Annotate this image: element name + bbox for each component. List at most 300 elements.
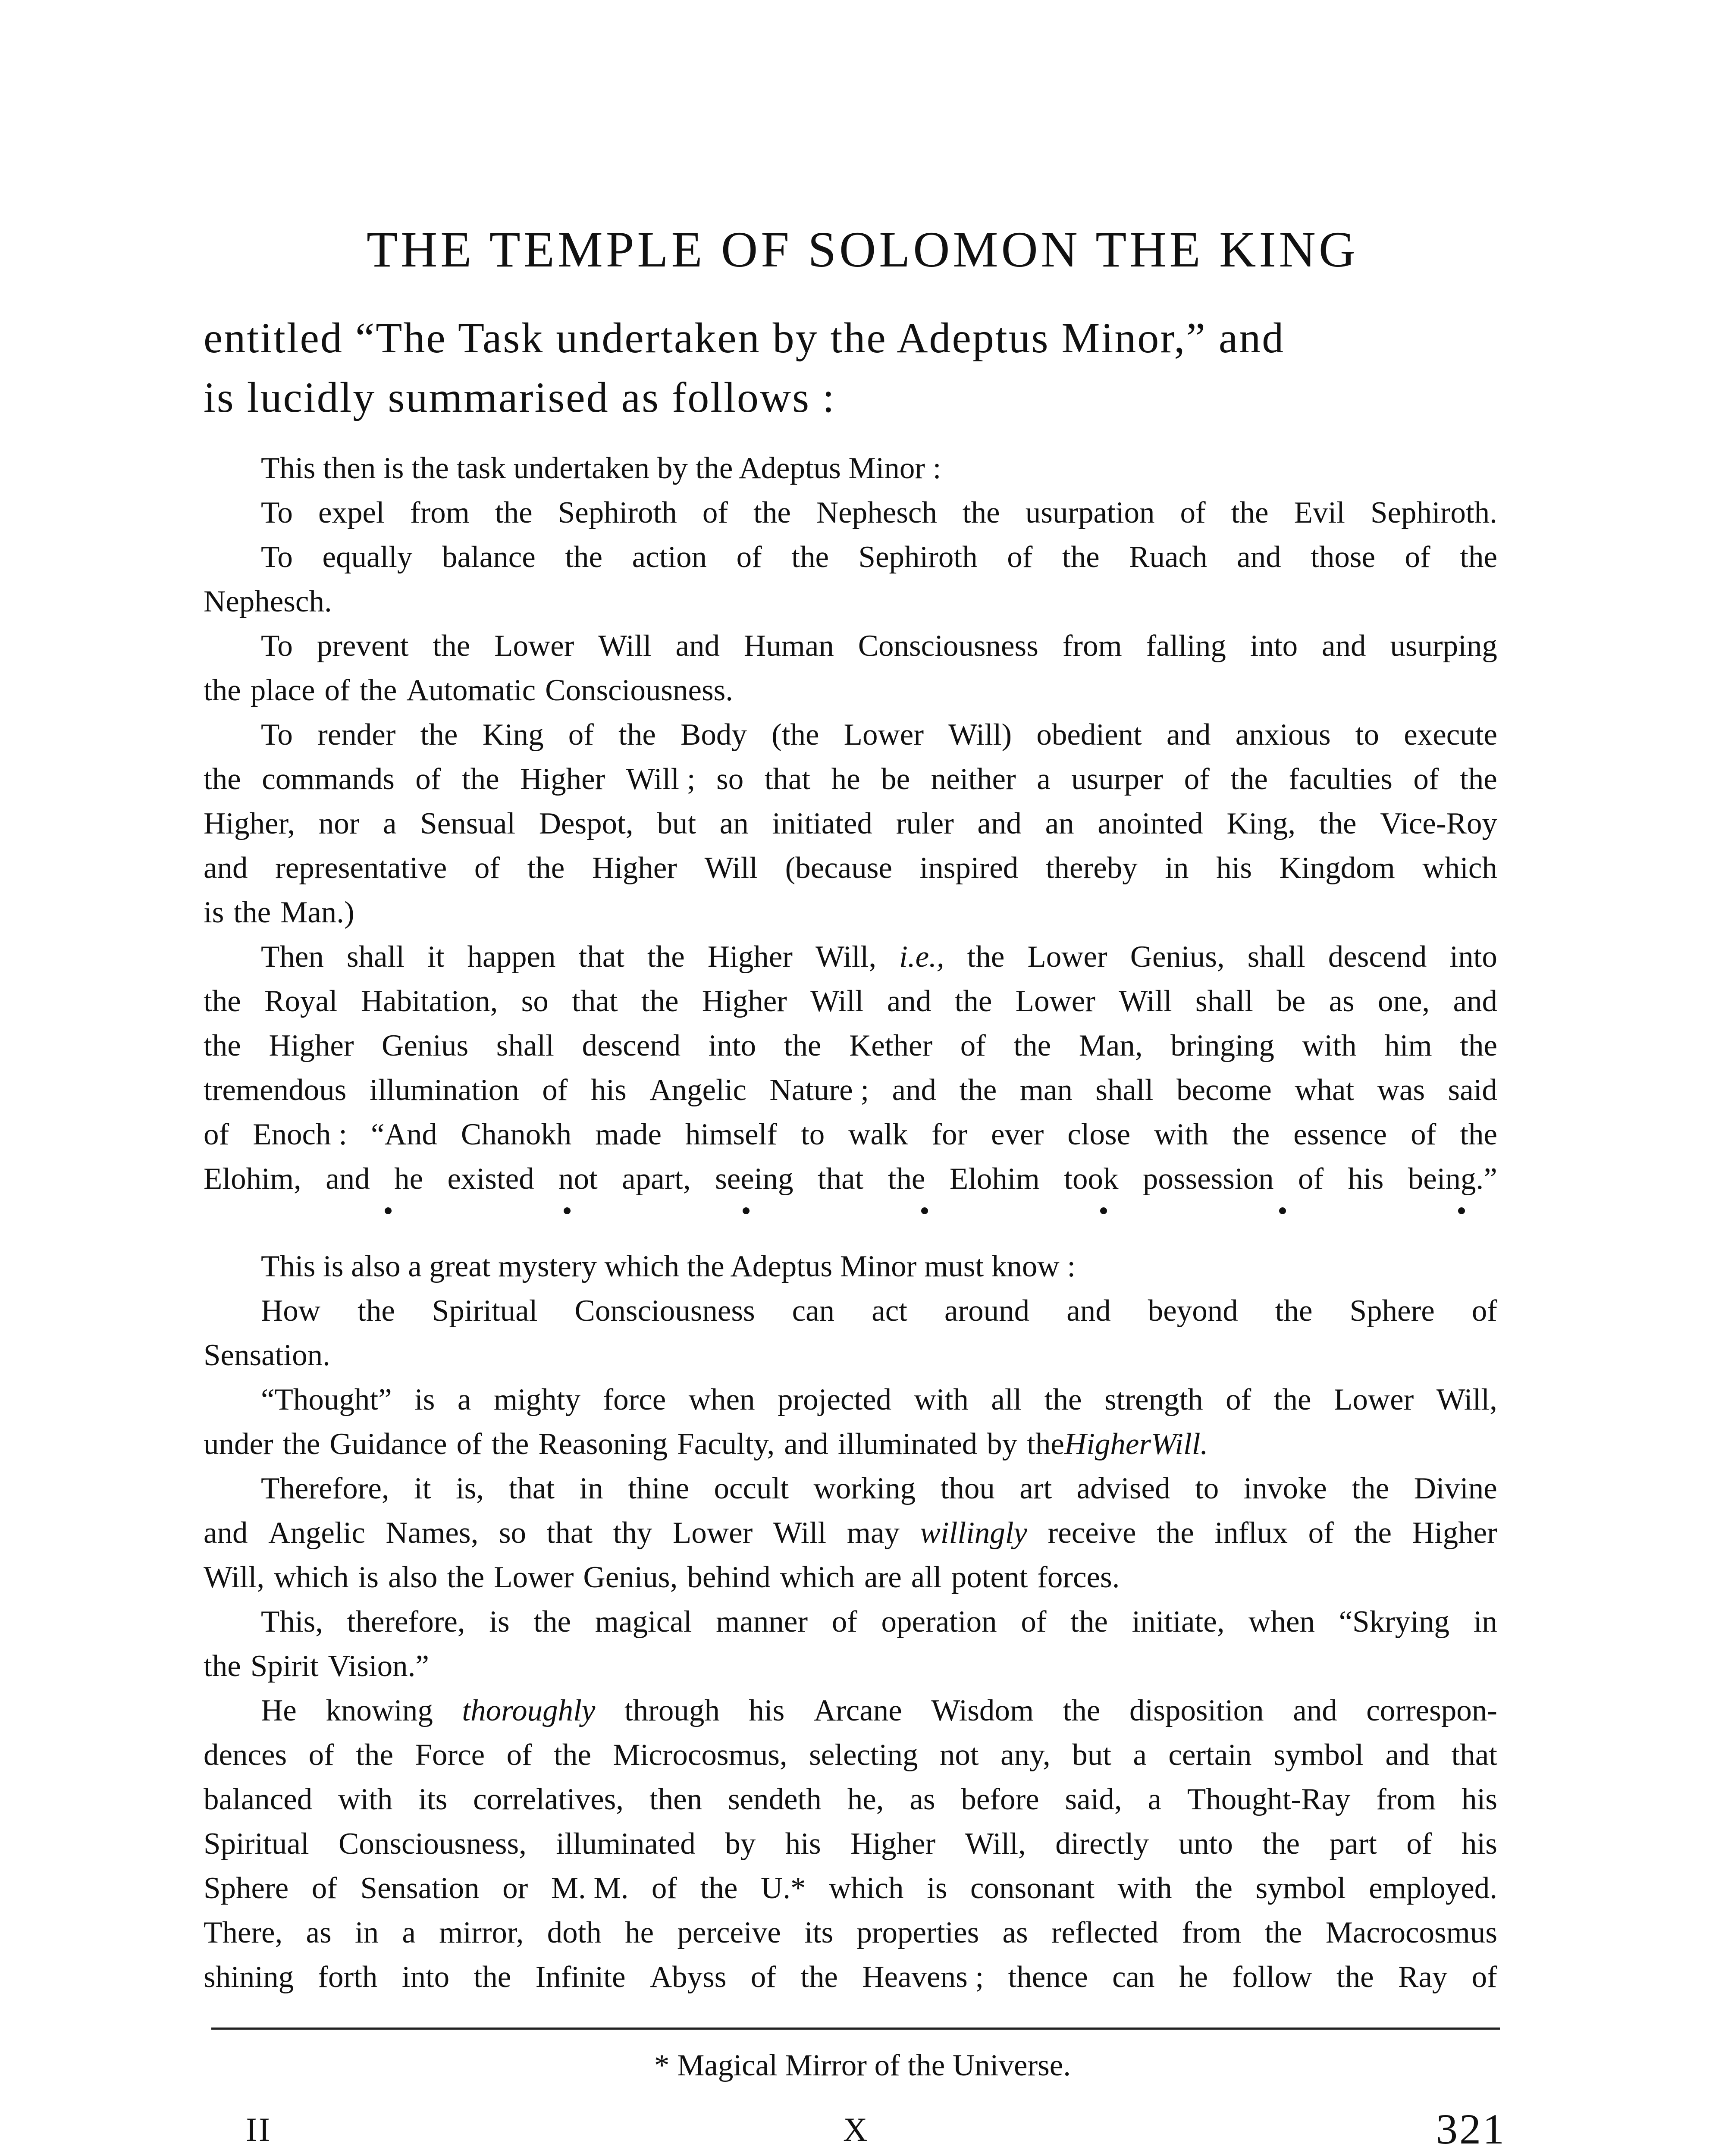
word: of [1021,1605,1047,1639]
word: the [1275,1294,1313,1328]
word: essence [1293,1118,1387,1151]
word: Sensual [420,807,516,840]
text-line [204,1024,1497,1068]
word: Force [415,1738,485,1772]
text-line [204,1866,1497,1911]
word: the [554,1738,591,1772]
word: Will, [204,1561,265,1594]
word: a [402,1916,416,1949]
word: and [1167,718,1211,752]
word: with [1154,1118,1209,1151]
word: the [447,1561,485,1594]
word: expel [318,496,385,530]
word: tremendous [204,1073,347,1107]
word: took [1064,1162,1119,1196]
word: How [261,1294,321,1328]
word: execute [1404,718,1497,752]
word: willingly [920,1516,1028,1550]
word: that [578,940,625,974]
break-dot [385,1207,392,1214]
word: an [719,807,749,840]
word: influx [1214,1516,1288,1550]
word: possession [1142,1162,1274,1196]
text-line [204,1733,1497,1777]
text-line [204,979,1497,1024]
word: into [401,1960,450,1994]
word: walk [848,1118,908,1151]
word: Higher [707,940,793,974]
word: a [1037,762,1051,796]
word: from [410,496,470,530]
word: thy [613,1516,652,1550]
word: This, [261,1605,323,1639]
word: and [1293,1694,1337,1727]
text-line [204,491,1497,535]
word: that [764,762,811,796]
word: its [418,1783,448,1816]
word: into [708,1029,756,1062]
word: Thought-Ray [1187,1783,1351,1816]
footnote: * Magical Mirror of the Universe. [654,2049,1071,2082]
word: disposition [1129,1694,1264,1727]
word: of [736,540,762,574]
word: from [1182,1916,1242,1949]
word: To [261,718,293,752]
word: through [624,1694,720,1727]
word: prevent [317,629,409,663]
word: the [959,1073,997,1107]
word: usurper [1071,762,1164,796]
text-line [204,1644,1497,1689]
word: balance [442,540,536,574]
word: an [1045,807,1074,840]
word: King, [1226,807,1296,840]
word: anointed [1098,807,1203,840]
word: usurpation [1025,496,1155,530]
word: Lower [1027,940,1107,974]
word: Will, [965,1827,1026,1861]
word: the [282,1427,320,1461]
word: Will. [1151,1427,1208,1461]
word: in [579,1472,603,1505]
word: and [1385,1738,1430,1772]
word: therefore, [347,1605,465,1639]
word: Consciousness [574,1294,755,1328]
word: seeing [715,1162,794,1196]
word: in [1165,851,1189,885]
word: and [977,807,1022,840]
word: Will, [815,940,877,974]
word: in [354,1916,379,1949]
word: Genius, [1130,940,1225,974]
word: symbol [1255,1871,1346,1905]
word: is [204,896,224,929]
word: thereby [1045,851,1138,885]
text-line [204,1333,1497,1378]
word: into [1250,629,1298,663]
word: but [657,807,696,840]
word: force [603,1383,666,1416]
word: place [250,674,315,707]
word: a [383,807,397,840]
word: commands [262,762,395,796]
word: which [274,1561,349,1594]
word: said [1448,1073,1497,1107]
word: potent [951,1561,1028,1594]
word: strength [1104,1383,1203,1416]
word: art [1019,1472,1052,1505]
word: of [1180,496,1206,530]
word: Nature ; [769,1073,869,1107]
text-line [204,1911,1497,1955]
word: forces. [1037,1561,1120,1594]
word: and [204,851,248,885]
word: Higher [850,1827,936,1861]
word: the [527,851,565,885]
word: Sphere [1349,1294,1435,1328]
text-line [204,890,1497,935]
text-line [204,1777,1497,1822]
word: he [394,1162,423,1196]
word: the [358,1294,395,1328]
word: of [1184,762,1210,796]
word: Despot, [539,807,634,840]
word: the [433,629,470,663]
text-line [204,668,1497,713]
word: under [204,1427,273,1461]
word: Will [704,851,758,885]
word: the [1195,1871,1233,1905]
word: the [461,762,499,796]
word: Higher [702,984,787,1018]
word: employed. [1369,1871,1497,1905]
word: when [1248,1605,1315,1639]
text-line [204,713,1497,757]
word: which [780,1561,855,1594]
word: the [359,674,397,707]
text-line [204,802,1497,846]
word: those [1311,540,1375,574]
word: the [753,496,791,530]
word: of [1226,1383,1251,1416]
word: Kingdom [1279,851,1395,885]
word: “And [371,1118,437,1151]
word: the [1062,540,1100,574]
word: for [932,1118,968,1151]
text-line [204,935,1497,979]
word: is [414,1383,435,1416]
word: descend [1328,940,1427,974]
word: the [1044,1383,1082,1416]
word: operation [881,1605,997,1639]
word: with [914,1383,969,1416]
word: by [725,1827,756,1861]
word: with [1302,1029,1357,1062]
word: Will, [1436,1383,1497,1416]
word: what [1295,1073,1355,1107]
word: falling [1146,629,1226,663]
word: Will ; [626,762,696,796]
word: it [414,1472,431,1505]
text-line [204,1112,1497,1157]
word: receive [1048,1516,1136,1550]
lead-line: is lucidly summarised as follows : [204,373,836,421]
break-dot [1100,1207,1107,1214]
word: of [542,1073,568,1107]
word: the [1157,1516,1194,1550]
word: Higher [592,851,677,885]
break-dot [564,1207,571,1214]
word: Automatic [406,674,536,707]
word: Body [681,718,747,752]
word: Higher [520,762,605,796]
word: Spirit [250,1649,319,1683]
word: initiate, [1132,1605,1225,1639]
word: the [1231,496,1269,530]
word: of [204,1118,229,1151]
word: of [311,1871,337,1905]
word: of [960,1029,986,1062]
word: the [1319,807,1357,840]
word: initiated [772,807,873,840]
word: of [1308,1516,1334,1550]
word: the [1460,762,1497,796]
word: thoroughly [462,1694,596,1727]
word: Will [773,1516,827,1550]
word: properties [856,1916,979,1949]
word: the [1273,1383,1311,1416]
word: Spiritual [432,1294,538,1328]
text-line [204,1157,1497,1201]
text-line [204,1467,1497,1511]
word: around [944,1294,1030,1328]
word: balanced [204,1783,313,1816]
lead-paragraph [204,308,1497,427]
word: illuminated [556,1827,696,1861]
word: and [326,1162,370,1196]
word: Higher, [204,807,295,840]
word: the [491,1427,529,1461]
word: not [939,1738,979,1772]
word: Lower [494,1561,574,1594]
word: of [474,851,500,885]
word: become [1176,1073,1272,1107]
word: the [420,718,458,752]
word: thou [940,1472,995,1505]
word: before [961,1783,1039,1816]
text-line [204,535,1497,580]
word: directly [1055,1827,1149,1861]
word: invoke [1243,1472,1327,1505]
word: advised [1076,1472,1170,1505]
word: shining [204,1960,294,1994]
word: Higher [1412,1516,1497,1550]
word: the [1460,1029,1497,1062]
word: Ray [1398,1960,1448,1994]
word: Elohim, [204,1162,301,1196]
word: which [829,1871,904,1905]
word: Angelic [268,1516,365,1550]
word: thine [628,1472,690,1505]
word: Microcosmus, [613,1738,787,1772]
word: his [1348,1162,1384,1196]
break-dot [921,1207,928,1214]
word: he [831,762,860,796]
word: that [508,1472,555,1505]
word: his [1462,1783,1497,1816]
word: Lower [844,718,924,752]
word: Sephiroth [858,540,978,574]
word: the [800,1960,838,1994]
word: the [1070,1605,1108,1639]
word: from [1376,1783,1436,1816]
word: neither [931,762,1016,796]
word: the [1264,1916,1302,1949]
word: Nephesch [816,496,937,530]
word: Habitation, [361,984,498,1018]
word: the [791,540,829,574]
word: existed [447,1162,534,1196]
word: Reasoning [538,1427,668,1461]
word: is [358,1561,379,1594]
word: as [910,1783,935,1816]
word: beyond [1148,1294,1238,1328]
word: shall [1247,940,1305,974]
word: Macrocosmus [1325,1916,1497,1949]
word: the [1027,1427,1064,1461]
word: be [881,762,910,796]
word: it [427,940,445,974]
word: the [967,940,1005,974]
word: U.* [760,1871,806,1905]
word: and [1066,1294,1111,1328]
word: the [888,1162,925,1196]
word: his [749,1694,785,1727]
word: behind [687,1561,771,1594]
word: (the [772,718,819,752]
word: the [1230,762,1268,796]
word: forth [318,1960,378,1994]
body-text [204,446,1497,1999]
word: is [927,1871,947,1905]
word: i.e., [899,940,944,974]
word: into [1449,940,1497,974]
word: M. M. [551,1871,629,1905]
word: may [847,1516,900,1550]
word: Higher [1064,1427,1151,1461]
text-line [204,1378,1497,1422]
word: Consciousness, [339,1827,527,1861]
word: To [261,629,293,663]
word: to [1355,718,1380,752]
word: so [521,984,549,1018]
word: the [962,496,1000,530]
text-line [204,624,1497,668]
break-dot [1279,1207,1286,1214]
word: of [1298,1162,1324,1196]
text-line [204,580,1497,624]
word: as [1002,1916,1028,1949]
word: as [306,1916,332,1949]
word: illumination [369,1073,519,1107]
word: by [987,1427,1018,1461]
word: and [784,1427,828,1461]
word: Therefore, [261,1472,389,1505]
word: can [792,1294,835,1328]
word: of [831,1605,857,1639]
word: and [1322,629,1366,663]
word: of [1405,540,1430,574]
text-line [204,1555,1497,1600]
word: This is also a great mystery which the Adeptus Minor must know : [261,1250,1076,1283]
word: Arcane [813,1694,902,1727]
lead-line: entitled “The Task undertaken by the Adeptus Minor,” and [204,314,1285,362]
word: dences [204,1738,287,1772]
word: the [204,984,241,1018]
word: be [1276,984,1306,1018]
word: Chanokh [461,1118,572,1151]
word: Vision.” [328,1649,429,1683]
word: Human [743,629,834,663]
word: then [649,1783,703,1816]
text-line [204,1068,1497,1112]
word: Sephiroth. [1370,496,1497,530]
word: the [784,1029,822,1062]
word: Higher [269,1029,354,1062]
word: mighty [493,1383,581,1416]
word: Man, [1079,1029,1143,1062]
word: working [813,1472,916,1505]
word: his [1216,851,1252,885]
word: him [1384,1029,1432,1062]
word: to [1195,1472,1219,1505]
word: Angelic [649,1073,746,1107]
word: obedient [1036,718,1142,752]
break-dot [1458,1207,1465,1214]
word: part [1329,1827,1377,1861]
word: Vice-Roy [1380,807,1497,840]
word: knowing [326,1694,433,1727]
word: thence [1008,1960,1088,1994]
word: of [1471,1294,1497,1328]
word: a [1148,1783,1161,1816]
word: he [625,1916,654,1949]
section-break-dots [204,1201,1497,1225]
word: equally [322,540,413,574]
word: his [590,1073,627,1107]
word: inspired [919,851,1019,885]
text-line [204,1689,1497,1733]
word: he [1179,1960,1208,1994]
word: the [1460,540,1497,574]
word: the [700,1871,738,1905]
word: the [1262,1827,1300,1861]
word: the [954,984,992,1018]
word: of [506,1738,532,1772]
signature-mark: II [246,2111,272,2148]
word: himself [685,1118,777,1151]
text-line [204,446,1497,491]
word: Heavens ; [862,1960,984,1994]
word: Will) [948,718,1012,752]
word: of [308,1738,334,1772]
word: the [565,540,603,574]
word: of [651,1871,677,1905]
word: unto [1178,1827,1233,1861]
text-line [204,1600,1497,1644]
text-line [204,1955,1497,1999]
word: which [1422,851,1497,885]
